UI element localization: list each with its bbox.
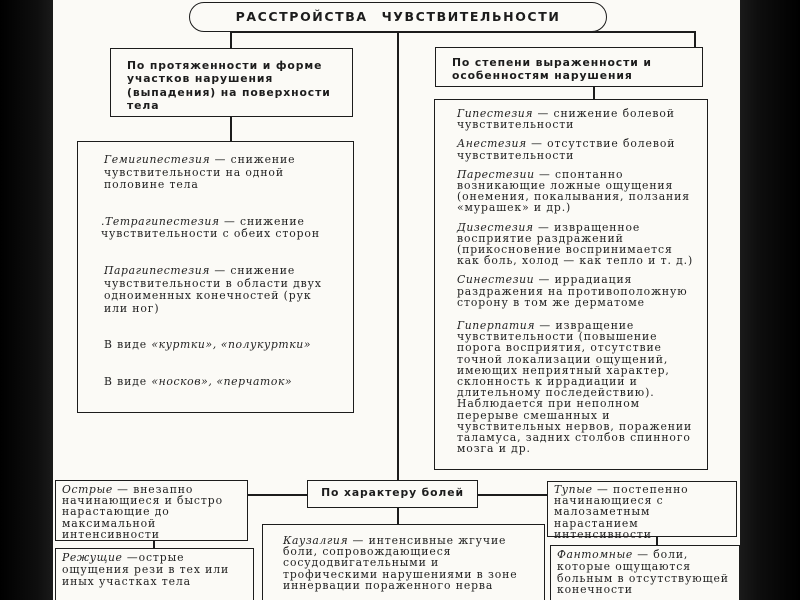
term: «куртки», «полукуртки»	[151, 338, 312, 352]
item-synesthesia	[457, 274, 699, 308]
connector-right-list	[593, 85, 595, 99]
diagram-page	[53, 0, 740, 600]
pain-phantom	[550, 545, 740, 600]
term: Гиперпатия	[457, 319, 536, 333]
term: Гипестезия	[457, 107, 534, 120]
dash: —	[219, 214, 241, 228]
left-branch-heading	[110, 48, 353, 117]
item-anesthesia	[457, 138, 699, 160]
dash: —	[533, 107, 554, 120]
connector-left-list	[230, 115, 232, 143]
item-paresthesia	[457, 169, 699, 214]
definition: отсутствие болевой чувствительности	[457, 137, 676, 162]
definition: извращение чувствительности (повышение порога восприятия, отсутствие точной локализации ощущений, имеющих неприятный характер, склонность к иррадиации и длительному последействию). Наблюдается при неполном перерыве смешанных и чувствительных нервов, поражении таламуса, задних столбов спинного мозга и др.	[457, 319, 693, 456]
left-heading-text: По протяженности и форме участков нарушения (выпадения) на поверхности тела	[127, 59, 331, 113]
term: Острые	[62, 483, 113, 496]
term: Каузалгия	[283, 534, 349, 547]
connector-pain-center-down	[397, 507, 399, 525]
definition: острые ощущения рези в тех или иных участках тела	[62, 551, 230, 588]
item-hypesthesia	[457, 108, 699, 130]
connector-pain-left	[247, 494, 307, 496]
term: Синестезии	[457, 273, 535, 287]
pain-cutting	[55, 548, 254, 600]
item-socks-gloves	[104, 376, 339, 389]
pain-heading-text: По характеру болей	[321, 486, 464, 499]
dash: —	[533, 220, 555, 234]
dash: —	[526, 137, 548, 151]
dash: —	[534, 273, 555, 287]
pain-branch-heading	[307, 480, 478, 508]
item-jacket	[104, 339, 339, 352]
term: «носков», «перчаток»	[151, 374, 293, 388]
definition: извращенное восприятие раздражений (прикосновение воспринимается как боль, холод — как тепло и т. д.)	[457, 220, 694, 268]
item-parahypesthesia	[104, 265, 339, 315]
dark-right-margin	[740, 0, 800, 600]
right-heading-text: По степени выраженности и особенностям нарушения	[452, 56, 652, 83]
item-tetrahypesthesia	[101, 216, 339, 241]
term: Фантомные	[557, 548, 633, 561]
left-branch-list	[77, 141, 354, 413]
pain-sharp	[55, 480, 248, 541]
term: Тупые	[554, 483, 593, 496]
dash: —	[210, 153, 231, 166]
dash: —	[535, 319, 556, 333]
item-dysesthesia	[457, 222, 699, 267]
pain-dull	[547, 481, 737, 541]
definition: снижение чувствительности на одной половине тела	[104, 153, 296, 192]
dash: —	[112, 483, 134, 496]
term: Анестезия	[457, 137, 527, 151]
dash: —	[210, 263, 231, 277]
item-hyperpathia	[457, 320, 699, 454]
dash: —	[632, 548, 654, 561]
dash: —	[592, 483, 613, 496]
prefix: В виде	[104, 374, 152, 388]
connector-center-trunk	[397, 31, 399, 480]
term: .Тетрагипестезия	[101, 214, 220, 228]
diagram-title	[189, 2, 607, 32]
prefix: В виде	[104, 338, 152, 352]
dark-left-margin	[0, 0, 53, 600]
definition: снижение болевой чувствительности	[457, 107, 675, 132]
dash: —	[534, 167, 555, 181]
definition: спонтанно возникающие ложные ощущения (онемения, покалывания, ползания «мурашек» и др.)	[457, 167, 690, 215]
right-branch-list	[434, 99, 708, 470]
item-hemihypesthesia	[104, 154, 339, 192]
dash: —	[122, 551, 139, 564]
term: Дизестезия	[457, 220, 534, 234]
title-text: РАССТРОЙСТВА ЧУВСТВИТЕЛЬНОСТИ	[235, 9, 561, 24]
definition: интенсивные жгучие боли, сопровождающиеся сосудодвигательными и трофическими нарушениями в зоне иннервации пораженного нерва	[283, 534, 518, 592]
definition: снижение чувствительности с обеих сторон	[101, 214, 320, 241]
dash: —	[348, 534, 369, 547]
definition: постепенно начинающиеся с малозаметным нарастанием интенсивности	[554, 483, 689, 541]
term: Режущие	[62, 551, 123, 564]
definition: боли, которые ощущаются больным в отсутствующей конечности	[557, 548, 729, 597]
definition: иррадиация раздражения на противоположную сторону в том же дерматоме	[457, 273, 688, 309]
term: Парестезии	[457, 167, 535, 181]
term: Парагипестезия	[104, 263, 211, 277]
term: Гемигипестезия	[104, 153, 211, 166]
connector-pain-right	[478, 494, 548, 496]
definition: снижение чувствительности в области двух одноименных конечностей (рук или ног)	[104, 263, 322, 315]
pain-causalgia	[262, 524, 545, 600]
definition: внезапно начинающиеся и быстро нарастающие до максимальной интенсивности	[62, 483, 223, 541]
right-branch-heading	[435, 47, 703, 87]
